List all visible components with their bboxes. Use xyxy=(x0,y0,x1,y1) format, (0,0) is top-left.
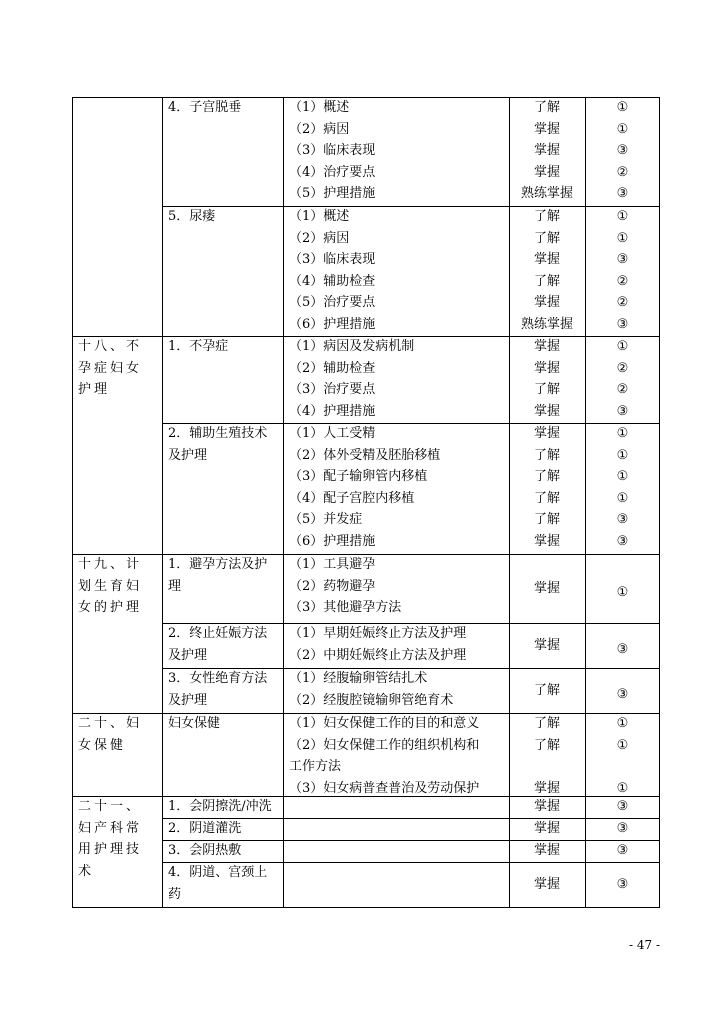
subtopic-cell: 1．不孕症 xyxy=(168,339,229,354)
subtopic-cell: 3．会阴热敷 xyxy=(168,843,242,858)
category-mark: ② xyxy=(616,382,629,398)
subtopic-cell: 2．辅助生殖技术及护理 xyxy=(168,426,268,463)
requirement-level: 掌握 xyxy=(533,252,560,268)
requirement-level: 掌握 xyxy=(533,121,560,137)
requirement-level: 掌握 xyxy=(533,877,560,893)
content-item: （1）人工受精 xyxy=(289,426,376,441)
category-mark: ③ xyxy=(616,403,629,419)
requirement-level: 掌握 xyxy=(533,426,560,441)
requirement-level: 了解 xyxy=(533,716,560,731)
content-item: （3）治疗要点 xyxy=(289,382,376,398)
content-item: （3）妇女病普查普治及劳动保护 xyxy=(289,780,480,796)
category-mark: ③ xyxy=(616,143,629,159)
subtopic-cell: 2．阴道灌洗 xyxy=(168,821,242,836)
topic-cell: 十九、计划生育妇女的护理 xyxy=(78,557,143,616)
requirement-level: 了解 xyxy=(533,512,560,528)
content-item: （1）早期妊娠终止方法及护理 xyxy=(289,626,467,641)
category-mark: ① xyxy=(616,716,629,731)
requirement-level: 掌握 xyxy=(533,843,560,859)
subtopic-cell: 4．子宫脱垂 xyxy=(168,100,242,115)
category-mark: ① xyxy=(616,100,629,115)
category-mark: ① xyxy=(616,780,629,796)
subtopic-cell: 1．避孕方法及护理 xyxy=(168,557,268,594)
content-item: （1）病因及发病机制 xyxy=(289,339,415,354)
category-mark: ① xyxy=(616,209,629,224)
category-mark: ② xyxy=(616,164,629,180)
requirement-level: 了解 xyxy=(533,209,560,224)
topic-cell: 十八、不孕症妇女护理 xyxy=(78,339,143,398)
content-item: （6）护理措施 xyxy=(289,317,376,332)
category-mark: ③ xyxy=(616,186,629,202)
content-item: （1）概述 xyxy=(289,100,350,115)
content-item: （2）体外受精及胚胎移植 xyxy=(289,447,441,463)
category-mark: ③ xyxy=(616,799,629,815)
content-item: （2）病因 xyxy=(289,121,350,137)
content-item: （3）临床表现 xyxy=(289,143,376,159)
page-number: - 47 - xyxy=(628,938,660,952)
topic-cell: 二十一、妇产科常用护理技术 xyxy=(78,799,143,879)
content-item: （3）配子输卵管内移植 xyxy=(289,469,428,485)
category-mark: ③ xyxy=(616,317,629,332)
subtopic-cell: 2．终止妊娠方法及护理 xyxy=(168,626,268,663)
content-item: （4）配子宫腔内移植 xyxy=(289,490,415,506)
content-item: （6）护理措施 xyxy=(289,534,376,549)
category-mark: ③ xyxy=(616,877,629,893)
category-mark: ① xyxy=(616,426,629,441)
requirement-level: 了解 xyxy=(533,737,560,753)
requirement-level: 掌握 xyxy=(533,534,560,549)
requirement-level: 掌握 xyxy=(533,637,560,653)
syllabus-table xyxy=(72,97,660,908)
content-item: （2）中期妊娠终止方法及护理 xyxy=(289,647,467,663)
requirement-level: 了解 xyxy=(533,273,560,289)
category-mark: ② xyxy=(616,295,629,311)
category-mark: ① xyxy=(616,584,629,600)
content-item: （3）临床表现 xyxy=(289,252,376,268)
category-mark: ③ xyxy=(616,512,629,528)
content-item: （2）妇女保健工作的组织机构和 xyxy=(289,737,480,753)
subtopic-cell: 1．会阴擦洗/冲洗 xyxy=(168,799,272,814)
content-item: （5）治疗要点 xyxy=(289,295,376,311)
content-item: （5）并发症 xyxy=(289,512,363,528)
content-item: （4）辅助检查 xyxy=(289,273,376,289)
content-item: （2）辅助检查 xyxy=(289,360,376,376)
requirement-level: 掌握 xyxy=(533,295,560,311)
subtopic-cell: 4．阴道、宫颈上药 xyxy=(168,865,268,902)
category-mark: ② xyxy=(616,273,629,289)
requirement-level: 掌握 xyxy=(533,821,560,837)
category-mark: ① xyxy=(616,469,629,485)
content-item: （4）护理措施 xyxy=(289,403,376,419)
content-item: （1）概述 xyxy=(289,209,350,224)
requirement-level: 了解 xyxy=(533,682,560,698)
requirement-level: 了解 xyxy=(533,230,560,246)
category-mark: ③ xyxy=(616,641,629,657)
category-mark: ① xyxy=(616,339,629,354)
topic-cell: 二十、妇女保健 xyxy=(78,716,143,753)
content-item: （2）药物避孕 xyxy=(289,578,376,594)
category-mark: ① xyxy=(616,121,629,137)
category-mark: ③ xyxy=(616,843,629,859)
requirement-level: 了解 xyxy=(533,100,560,115)
requirement-level: 掌握 xyxy=(533,143,560,159)
content-item: （1）妇女保健工作的目的和意义 xyxy=(289,716,480,731)
content-item: （3）其他避孕方法 xyxy=(289,600,402,616)
category-mark: ③ xyxy=(616,686,629,702)
content-item: 工作方法 xyxy=(289,759,342,775)
category-mark: ① xyxy=(616,447,629,463)
category-mark: ③ xyxy=(616,252,629,268)
content-item: （1）经腹输卵管结扎术 xyxy=(289,671,428,686)
requirement-level: 掌握 xyxy=(533,339,560,354)
category-mark: ① xyxy=(616,737,629,753)
category-mark: ③ xyxy=(616,534,629,549)
requirement-level: 了解 xyxy=(533,469,560,485)
category-mark: ① xyxy=(616,230,629,246)
requirement-level: 掌握 xyxy=(533,403,560,419)
requirement-level: 掌握 xyxy=(533,799,560,815)
category-mark: ② xyxy=(616,360,629,376)
content-item: （2）病因 xyxy=(289,230,350,246)
category-mark: ③ xyxy=(616,821,629,837)
requirement-level: 掌握 xyxy=(533,780,560,796)
requirement-level: 熟练掌握 xyxy=(520,186,573,202)
requirement-level: 掌握 xyxy=(533,580,560,596)
content-item: （4）治疗要点 xyxy=(289,164,376,180)
content-item: （1）工具避孕 xyxy=(289,557,376,572)
table-border xyxy=(72,97,660,908)
subtopic-cell: 5．尿瘘 xyxy=(168,209,216,224)
requirement-level: 掌握 xyxy=(533,360,560,376)
subtopic-cell: 妇女保健 xyxy=(168,716,221,731)
category-mark: ① xyxy=(616,490,629,506)
subtopic-cell: 3．女性绝育方法及护理 xyxy=(168,671,268,708)
content-item: （5）护理措施 xyxy=(289,186,376,202)
content-item: （2）经腹腔镜输卵管绝育术 xyxy=(289,692,454,708)
requirement-level: 掌握 xyxy=(533,164,560,180)
requirement-level: 了解 xyxy=(533,490,560,506)
requirement-level: 熟练掌握 xyxy=(520,317,573,332)
requirement-level: 了解 xyxy=(533,382,560,398)
requirement-level: 了解 xyxy=(533,447,560,463)
